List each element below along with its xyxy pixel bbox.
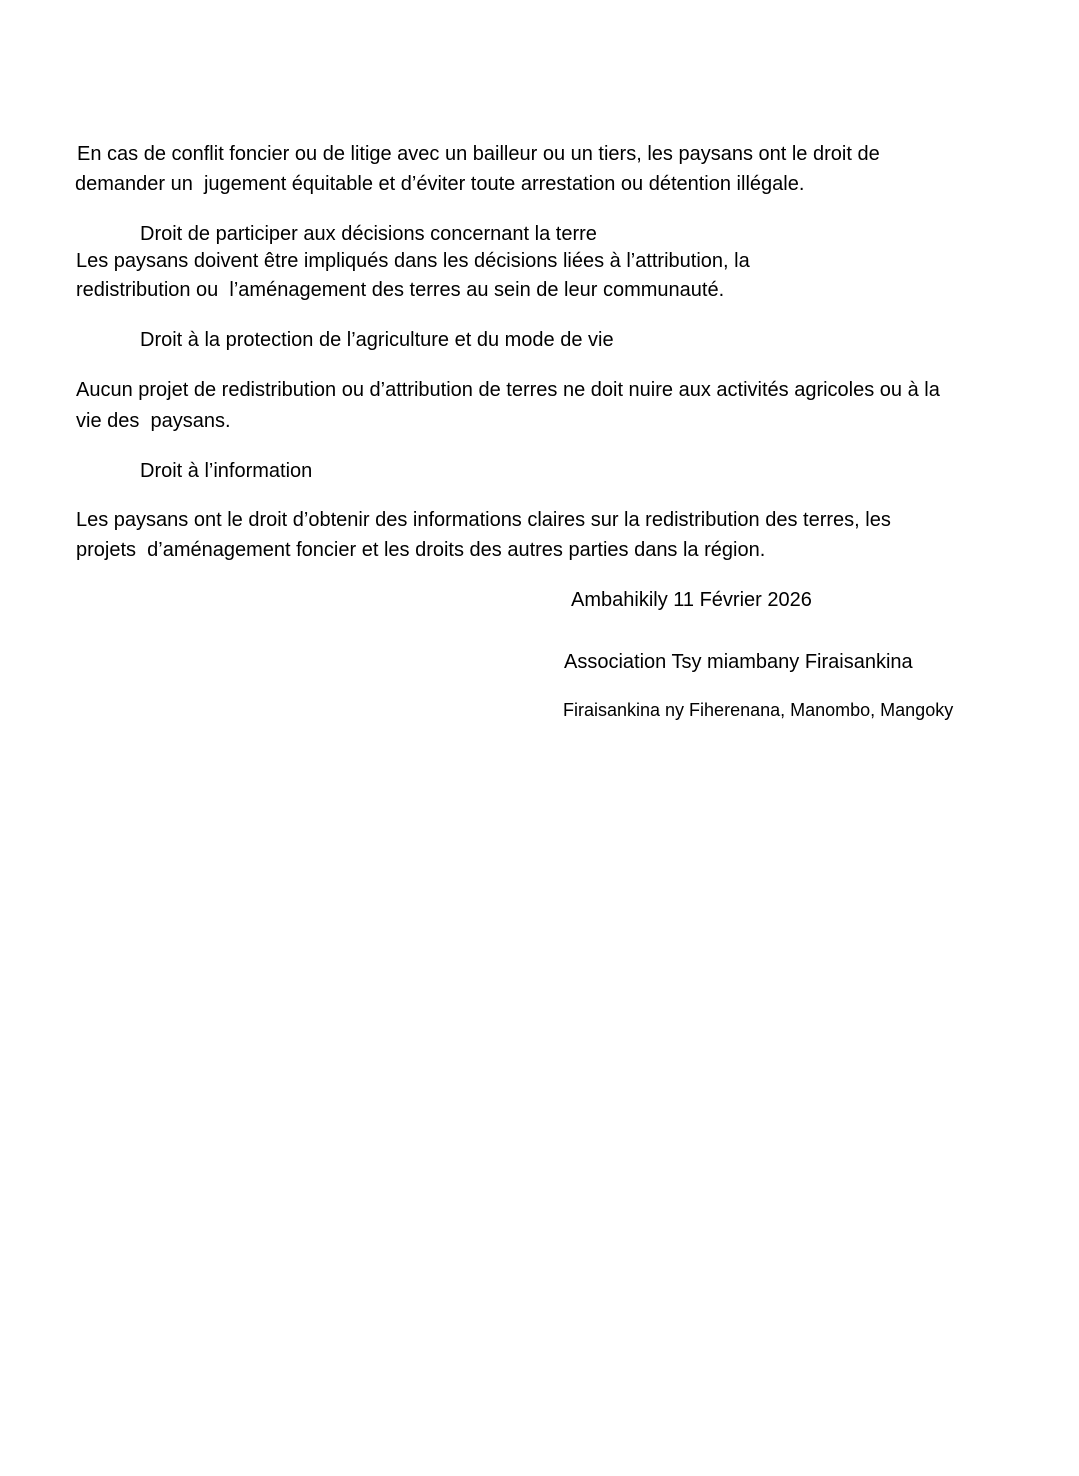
protection-heading: Droit à la protection de l’agriculture et du mode de vie: [140, 329, 614, 351]
protection-paragraph-line-1: Aucun projet de redistribution ou d’attribution de terres ne doit nuire aux activités agricoles ou à la: [76, 379, 940, 401]
information-paragraph-line-2: projets d’aménagement foncier et les droits des autres parties dans la région.: [76, 539, 766, 561]
conflict-paragraph-line-2: demander un jugement équitable et d’éviter toute arrestation ou détention illégale.: [75, 173, 805, 195]
conflict-paragraph-line-1: En cas de conflit foncier ou de litige avec un bailleur ou un tiers, les paysans ont le droit de: [77, 143, 880, 165]
participation-paragraph-line-2: redistribution ou l’aménagement des terres au sein de leur communauté.: [76, 279, 725, 301]
information-paragraph-line-1: Les paysans ont le droit d’obtenir des informations claires sur la redistribution des terres, les: [76, 509, 891, 531]
protection-paragraph-line-2: vie des paysans.: [76, 410, 231, 432]
association-members: Firaisankina ny Fiherenana, Manombo, Mangoky: [563, 700, 954, 720]
information-heading: Droit à l’information: [140, 460, 313, 482]
association-name: Association Tsy miambany Firaisankina: [564, 651, 913, 673]
participation-heading: Droit de participer aux décisions concernant la terre: [140, 223, 597, 245]
participation-paragraph-line-1: Les paysans doivent être impliqués dans les décisions liées à l’attribution, la: [76, 250, 750, 272]
place-date: Ambahikily 11 Février 2026: [571, 589, 812, 611]
